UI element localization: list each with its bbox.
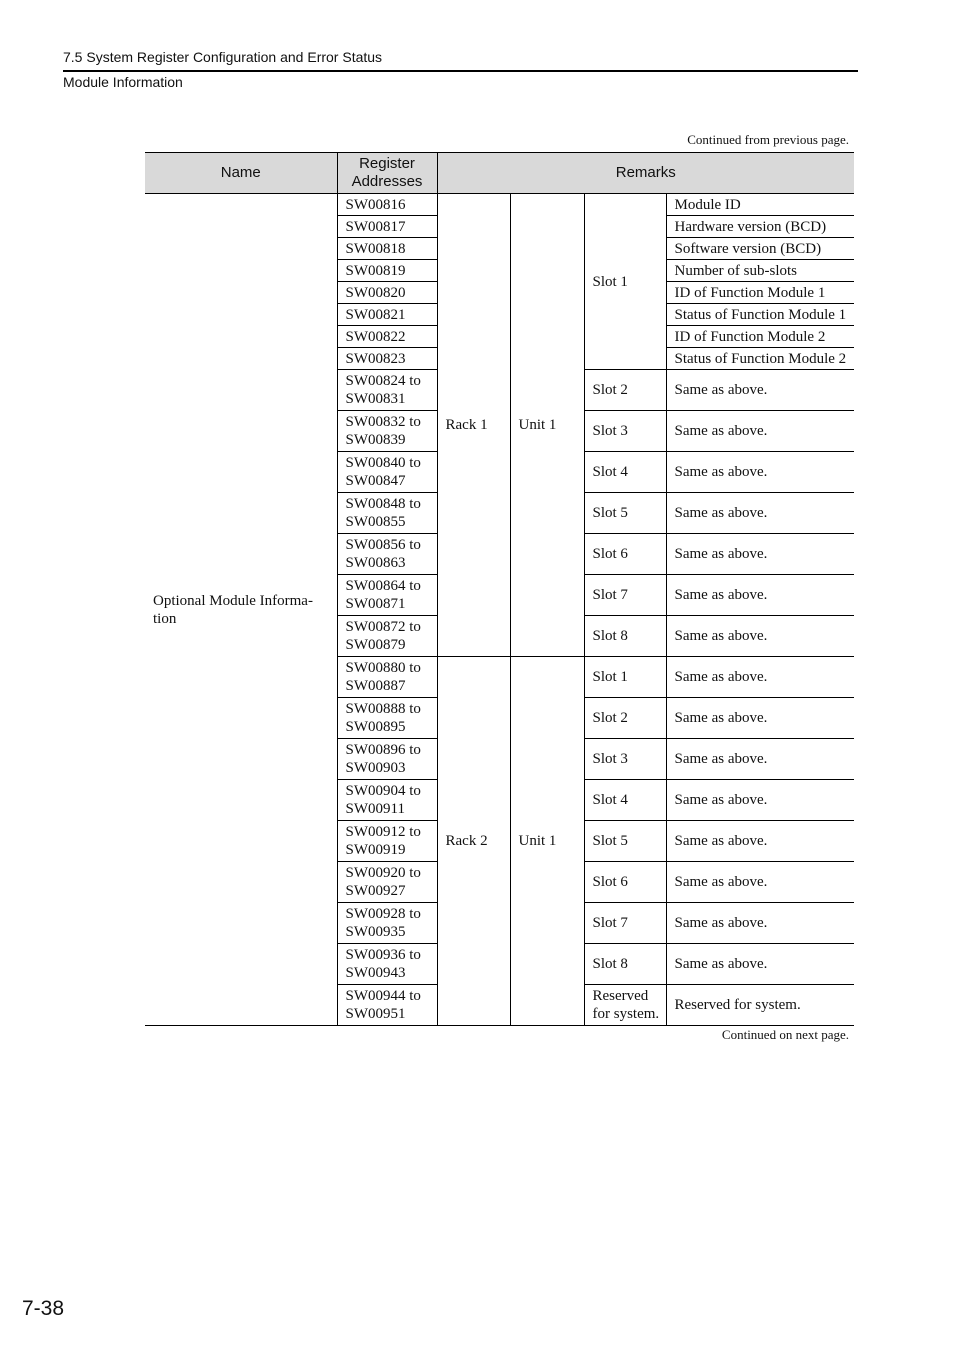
header-remarks: Remarks [437, 153, 854, 194]
register-start: SW00912 to [345, 824, 421, 840]
remark-cell: Same as above. [666, 903, 854, 944]
remark-cell: Same as above. [666, 370, 854, 411]
register-cell: SW00821 [337, 304, 437, 326]
register-end: SW00943 [345, 965, 406, 981]
register-start: SW00848 to [345, 496, 421, 512]
register-cell [337, 534, 437, 575]
register-end: SW00879 [345, 637, 406, 653]
register-cell [337, 903, 437, 944]
register-start: SW00832 to [345, 414, 421, 430]
register-start: SW00920 to [345, 865, 421, 881]
register-cell [337, 698, 437, 739]
continued-on-note: Continued on next page. [721, 1027, 849, 1042]
slot-cell: Slot 6 [584, 862, 666, 903]
register-start: SW00880 to [345, 660, 421, 676]
remark-cell: Software version (BCD) [666, 238, 854, 260]
register-cell [337, 821, 437, 862]
register-end: SW00951 [345, 1006, 406, 1022]
register-cell: SW00819 [337, 260, 437, 282]
slot-cell: Slot 7 [584, 575, 666, 616]
register-cell [337, 411, 437, 452]
remark-cell: Same as above. [666, 575, 854, 616]
register-start: SW00944 to [345, 988, 421, 1004]
register-end: SW00831 [345, 391, 406, 407]
header-name: Name [145, 153, 337, 194]
subsection-title: Module Information [63, 74, 183, 90]
table-header-row [145, 153, 854, 194]
register-start: SW00864 to [345, 578, 421, 594]
remark-cell: ID of Function Module 2 [666, 326, 854, 348]
slot-cell: Slot 4 [584, 780, 666, 821]
register-cell [337, 575, 437, 616]
slot-cell: Slot 2 [584, 698, 666, 739]
register-end: SW00839 [345, 432, 406, 448]
register-cell: SW00820 [337, 282, 437, 304]
remark-cell: Same as above. [666, 944, 854, 985]
remark-cell: Status of Function Module 1 [666, 304, 854, 326]
remark-cell: Same as above. [666, 534, 854, 575]
register-cell [337, 493, 437, 534]
register-cell: SW00816 [337, 194, 437, 216]
remark-cell: Same as above. [666, 452, 854, 493]
remark-cell: Hardware version (BCD) [666, 216, 854, 238]
header-register-addresses: Register Addresses [337, 153, 437, 194]
register-end: SW00855 [345, 514, 406, 530]
slot-cell: Slot 8 [584, 944, 666, 985]
slot-cell: Slot 1 [584, 657, 666, 698]
register-start: SW00904 to [345, 783, 421, 799]
register-start: SW00824 to [345, 373, 421, 389]
register-cell [337, 370, 437, 411]
remark-cell: Same as above. [666, 862, 854, 903]
register-end: SW00895 [345, 719, 406, 735]
continued-from-note: Continued from previous page. [687, 132, 849, 147]
slot-cell: Slot 5 [584, 493, 666, 534]
header-divider [63, 70, 858, 72]
register-cell [337, 944, 437, 985]
register-cell [337, 739, 437, 780]
unit-cell: Unit 1 [510, 194, 584, 657]
remark-cell: Status of Function Module 2 [666, 348, 854, 370]
remark-cell: Same as above. [666, 698, 854, 739]
register-start: SW00888 to [345, 701, 421, 717]
slot-line-1: Reserved [592, 988, 649, 1004]
unit-cell: Unit 1 [510, 657, 584, 1026]
slot-cell: Slot 1 [584, 194, 666, 370]
register-start: SW00856 to [345, 537, 421, 553]
register-cell [337, 862, 437, 903]
register-end: SW00935 [345, 924, 406, 940]
remark-cell: Same as above. [666, 821, 854, 862]
rack-cell: Rack 2 [437, 657, 510, 1026]
register-cell: SW00817 [337, 216, 437, 238]
remark-cell: Same as above. [666, 616, 854, 657]
register-start: SW00872 to [345, 619, 421, 635]
register-cell: SW00818 [337, 238, 437, 260]
register-cell [337, 452, 437, 493]
slot-line-2: for system. [592, 1006, 660, 1022]
register-end: SW00863 [345, 555, 406, 571]
register-end: SW00887 [345, 678, 406, 694]
register-cell [337, 985, 437, 1026]
remark-cell: Reserved for system. [666, 985, 854, 1026]
table-row [145, 194, 854, 216]
remark-cell: Module ID [666, 194, 854, 216]
slot-cell: Slot 6 [584, 534, 666, 575]
slot-cell: Slot 5 [584, 821, 666, 862]
register-table [145, 152, 854, 1026]
remark-cell: Number of sub-slots [666, 260, 854, 282]
slot-cell: Slot 8 [584, 616, 666, 657]
remark-cell: Same as above. [666, 493, 854, 534]
register-start: SW00928 to [345, 906, 421, 922]
remark-cell: Same as above. [666, 657, 854, 698]
slot-cell: Slot 7 [584, 903, 666, 944]
register-start: SW00840 to [345, 455, 421, 471]
register-cell: SW00822 [337, 326, 437, 348]
slot-cell [584, 985, 666, 1026]
name-cell: Optional Module Informa-tion [145, 194, 337, 1026]
register-end: SW00919 [345, 842, 406, 858]
rack-cell: Rack 1 [437, 194, 510, 657]
remark-cell: Same as above. [666, 411, 854, 452]
register-end: SW00871 [345, 596, 406, 612]
remark-cell: Same as above. [666, 780, 854, 821]
register-end: SW00911 [345, 801, 405, 817]
slot-cell: Slot 3 [584, 739, 666, 780]
section-title: 7.5 System Register Configuration and Error Status [63, 49, 383, 65]
register-end: SW00927 [345, 883, 406, 899]
register-cell [337, 657, 437, 698]
remark-cell: ID of Function Module 1 [666, 282, 854, 304]
register-end: SW00903 [345, 760, 406, 776]
register-start: SW00936 to [345, 947, 421, 963]
page-number: 7-38 [22, 1297, 65, 1320]
register-cell [337, 616, 437, 657]
register-end: SW00847 [345, 473, 406, 489]
remark-cell: Same as above. [666, 739, 854, 780]
slot-cell: Slot 3 [584, 411, 666, 452]
slot-cell: Slot 4 [584, 452, 666, 493]
register-start: SW00896 to [345, 742, 421, 758]
register-cell: SW00823 [337, 348, 437, 370]
slot-cell: Slot 2 [584, 370, 666, 411]
register-cell [337, 780, 437, 821]
